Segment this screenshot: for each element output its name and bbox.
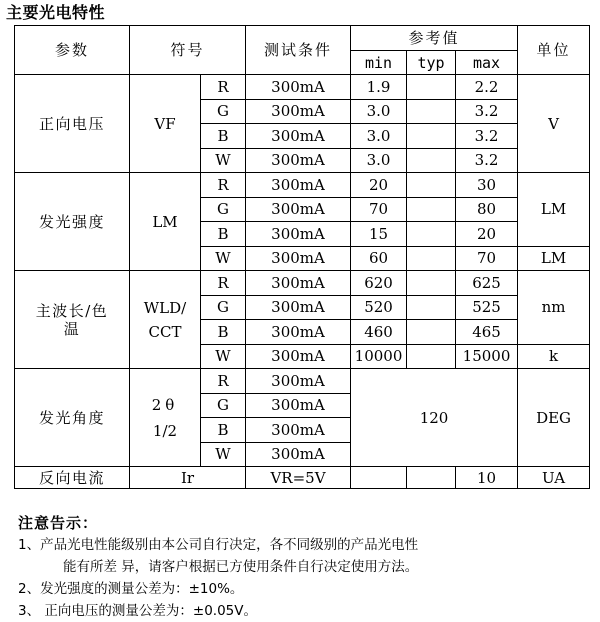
condition-cell: 300mA bbox=[246, 295, 351, 320]
condition-cell: 300mA bbox=[246, 246, 351, 271]
unit-cell: k bbox=[518, 344, 590, 369]
min-cell: 1.9 bbox=[351, 75, 407, 100]
symbol-line: WLD/ bbox=[143, 298, 187, 317]
condition-cell: 300mA bbox=[246, 197, 351, 222]
table-row bbox=[15, 369, 590, 394]
table-row bbox=[15, 467, 590, 489]
table-row bbox=[15, 75, 590, 100]
symbol-cell: Ir bbox=[130, 467, 246, 489]
max-cell: 525 bbox=[456, 295, 518, 320]
max-cell: 465 bbox=[456, 320, 518, 345]
channel-cell: B bbox=[201, 222, 246, 247]
min-cell: 520 bbox=[351, 295, 407, 320]
typ-cell bbox=[407, 173, 456, 198]
typ-cell bbox=[407, 320, 456, 345]
channel-cell: G bbox=[201, 99, 246, 124]
header-param: 参数 bbox=[15, 26, 130, 75]
max-cell: 30 bbox=[456, 173, 518, 198]
header-typ: typ bbox=[407, 51, 456, 75]
channel-cell: W bbox=[201, 246, 246, 271]
channel-cell: G bbox=[201, 295, 246, 320]
condition-cell: 300mA bbox=[246, 320, 351, 345]
condition-cell: 300mA bbox=[246, 148, 351, 173]
symbol-cell: VF bbox=[130, 75, 201, 173]
typ-cell bbox=[407, 148, 456, 173]
max-cell: 3.2 bbox=[456, 99, 518, 124]
max-cell: 3.2 bbox=[456, 124, 518, 149]
param-line: 温 bbox=[63, 319, 81, 338]
channel-cell: B bbox=[201, 418, 246, 443]
max-cell: 10 bbox=[456, 467, 518, 489]
header-unit: 单位 bbox=[518, 26, 590, 75]
min-cell: 3.0 bbox=[351, 124, 407, 149]
param-cell: 反向电流 bbox=[15, 467, 130, 489]
notes-section bbox=[18, 512, 418, 622]
max-cell: 15000 bbox=[456, 344, 518, 369]
channel-cell: R bbox=[201, 173, 246, 198]
param-cell: 发光强度 bbox=[15, 173, 130, 271]
typ-cell bbox=[407, 222, 456, 247]
unit-cell: LM bbox=[518, 246, 590, 271]
min-cell: 15 bbox=[351, 222, 407, 247]
max-cell: 625 bbox=[456, 271, 518, 296]
symbol-line: 2θ bbox=[151, 395, 179, 414]
min-cell: 10000 bbox=[351, 344, 407, 369]
channel-cell: W bbox=[201, 148, 246, 173]
note-item: 1、产品光电性能级别由本公司自行决定，各不同级别的产品光电性 bbox=[18, 537, 419, 553]
symbol-cell bbox=[130, 369, 201, 467]
channel-cell: R bbox=[201, 271, 246, 296]
condition-cell: 300mA bbox=[246, 442, 351, 467]
header-ref: 参考值 bbox=[351, 26, 518, 51]
typ-cell bbox=[407, 197, 456, 222]
channel-cell: W bbox=[201, 344, 246, 369]
typ-cell bbox=[407, 467, 456, 489]
condition-cell: 300mA bbox=[246, 75, 351, 100]
condition-cell: 300mA bbox=[246, 344, 351, 369]
typ-cell bbox=[407, 246, 456, 271]
note-item: 2、发光强度的测量公差为：±10%。 bbox=[18, 581, 244, 597]
header-symbol: 符号 bbox=[130, 26, 246, 75]
value-cell: 120 bbox=[351, 369, 518, 467]
unit-cell: V bbox=[518, 75, 590, 173]
channel-cell: W bbox=[201, 442, 246, 467]
typ-cell bbox=[407, 99, 456, 124]
note-item: 3、 正向电压的测量公差为：±0.05V。 bbox=[18, 603, 257, 619]
table-row bbox=[15, 271, 590, 296]
channel-cell: R bbox=[201, 75, 246, 100]
min-cell: 460 bbox=[351, 320, 407, 345]
condition-cell: 300mA bbox=[246, 418, 351, 443]
min-cell: 620 bbox=[351, 271, 407, 296]
unit-cell: nm bbox=[518, 271, 590, 345]
max-cell: 80 bbox=[456, 197, 518, 222]
min-cell: 3.0 bbox=[351, 148, 407, 173]
max-cell: 3.2 bbox=[456, 148, 518, 173]
min-cell: 60 bbox=[351, 246, 407, 271]
param-cell: 发光角度 bbox=[15, 369, 130, 467]
min-cell: 20 bbox=[351, 173, 407, 198]
channel-cell: R bbox=[201, 369, 246, 394]
condition-cell: 300mA bbox=[246, 124, 351, 149]
symbol-cell: LM bbox=[130, 173, 201, 271]
symbol-line: CCT bbox=[148, 322, 182, 341]
typ-cell bbox=[407, 295, 456, 320]
typ-cell bbox=[407, 124, 456, 149]
condition-cell: 300mA bbox=[246, 99, 351, 124]
typ-cell bbox=[407, 75, 456, 100]
max-cell: 70 bbox=[456, 246, 518, 271]
notes-heading: 注意告示： bbox=[18, 514, 99, 532]
max-cell: 20 bbox=[456, 222, 518, 247]
param-cell bbox=[15, 271, 130, 369]
channel-cell: B bbox=[201, 124, 246, 149]
spec-table bbox=[14, 25, 590, 489]
unit-cell: DEG bbox=[518, 369, 590, 467]
condition-cell: 300mA bbox=[246, 271, 351, 296]
condition-cell: 300mA bbox=[246, 173, 351, 198]
condition-cell: 300mA bbox=[246, 222, 351, 247]
header-row bbox=[15, 26, 590, 51]
header-min: min bbox=[351, 51, 407, 75]
condition-cell: 300mA bbox=[246, 393, 351, 418]
header-condition: 测试条件 bbox=[246, 26, 351, 75]
symbol-line: 1/2 bbox=[152, 421, 178, 440]
table-row bbox=[15, 173, 590, 198]
channel-cell: B bbox=[201, 320, 246, 345]
page-title: 主要光电特性 bbox=[6, 3, 106, 22]
channel-cell: G bbox=[201, 393, 246, 418]
min-cell: 70 bbox=[351, 197, 407, 222]
unit-cell: UA bbox=[518, 467, 590, 489]
typ-cell bbox=[407, 344, 456, 369]
typ-cell bbox=[407, 271, 456, 296]
channel-cell: G bbox=[201, 197, 246, 222]
condition-cell: VR=5V bbox=[246, 467, 351, 489]
min-cell: 3.0 bbox=[351, 99, 407, 124]
symbol-cell bbox=[130, 271, 201, 369]
max-cell: 2.2 bbox=[456, 75, 518, 100]
header-max: max bbox=[456, 51, 518, 75]
condition-cell: 300mA bbox=[246, 369, 351, 394]
param-cell: 正向电压 bbox=[15, 75, 130, 173]
unit-cell: LM bbox=[518, 173, 590, 247]
note-item-continued: 能有所差 异，请客户根据已方使用条件自行决定使用方法。 bbox=[63, 559, 419, 575]
param-line: 主波长/色 bbox=[35, 301, 109, 320]
min-cell bbox=[351, 467, 407, 489]
